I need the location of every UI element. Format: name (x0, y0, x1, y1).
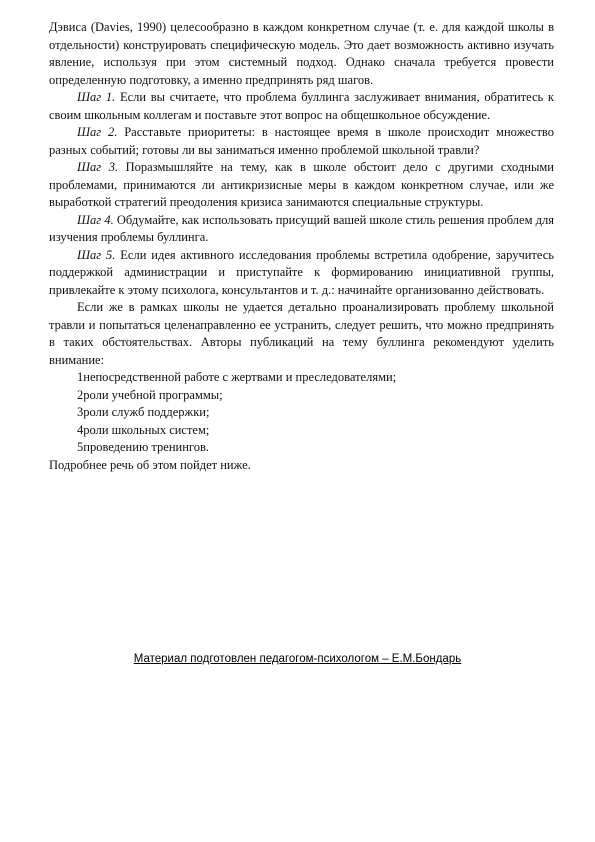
author-credit-text: Материал подготовлен педагогом-психологом – Е.М.Бондарь (133, 653, 462, 665)
step-2-paragraph (49, 124, 554, 159)
step-5-label: Шаг 5. (77, 247, 116, 262)
step-3-text: Поразмышляйте на тему, как в школе обстоит дело с другими сходными проблемами, принимаются ли антикризисные меры в каждом конкретном случае, или же выработкой стратегий преодоления кризиса занимаются специальные структуры. (49, 160, 554, 209)
list-item: 2роли учебной программы; (77, 387, 223, 402)
recommendation-list (49, 369, 554, 457)
document-body (49, 19, 554, 474)
closing-line: Подробнее речь об этом пойдет ниже. (49, 457, 251, 472)
step-1-text: Если вы считаете, что проблема буллинга заслуживает внимания, обратитесь к своим школьным коллегам и поставьте этот вопрос на общешкольное обсуждение. (49, 90, 554, 122)
step-2-label: Шаг 2. (77, 125, 118, 139)
recommendation-paragraph: Если же в рамках школы не удается детально проанализировать проблему школьной травли и попытаться целенаправленно ее устранить, следует решить, что можно предпринять в таких обстоятельствах. Авторы публикаций на тему буллинга рекомендуют уделить внимание: (49, 300, 554, 367)
author-credit (0, 653, 595, 665)
step-1-label: Шаг 1. (77, 90, 116, 104)
step-4-label: Шаг 4. (77, 212, 114, 227)
step-2-text: Расставьте приоритеты: в настоящее время в школе происходит множество разных событий; готовы ли вы заниматься именно проблемой школьной травли? (49, 125, 554, 157)
step-5-paragraph (49, 247, 554, 300)
intro-paragraph: Дэвиса (Davies, 1990) целесообразно в каждом конкретном случае (т. е. для каждой школы в отдельности) конструировать специфическую модель. Это дает возможность активно изучать явление, используя при этом системный подход. Однако сначала требуется провести определенную подготовку, а именно предпринять ряд шагов. (49, 20, 554, 87)
step-4-paragraph (49, 212, 554, 247)
list-item: 3роли служб поддержки; (77, 405, 210, 419)
step-4-text: Обдумайте, как использовать присущий вашей школе стиль решения проблем для изучения проблемы буллинга. (49, 212, 554, 244)
step-5-text: Если идея активного исследования проблемы встретила одобрение, заручитесь поддержкой администрации и приступайте к формированию инициативной группы, привлекайте к этому психолога, консультантов и т. д.: начинайте организованно действовать. (49, 247, 554, 297)
list-item: 4роли школьных систем; (77, 422, 210, 437)
list-item: 1непосредственной работе с жертвами и преследователями; (77, 370, 397, 384)
step-3-paragraph (49, 159, 554, 212)
step-3-label: Шаг 3. (77, 160, 119, 174)
list-item: 5проведению тренингов. (77, 440, 209, 454)
step-1-paragraph (49, 89, 554, 124)
